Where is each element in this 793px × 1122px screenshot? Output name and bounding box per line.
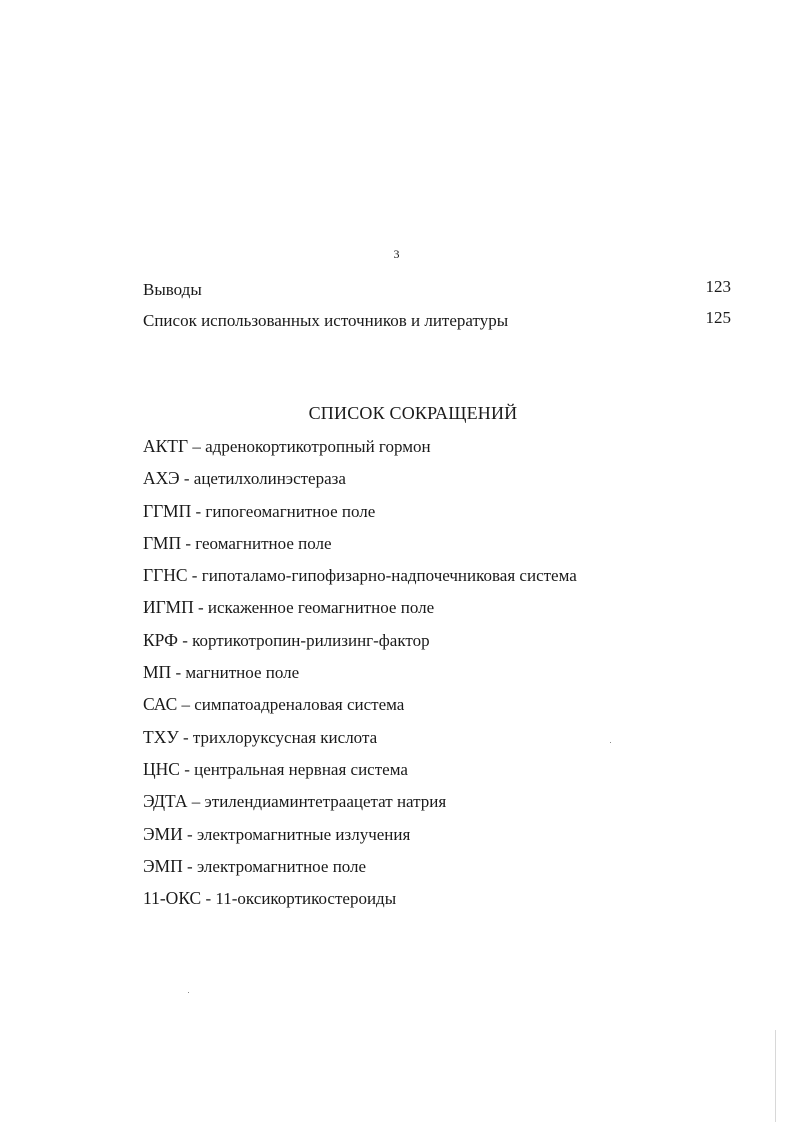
abbreviation-item (143, 888, 577, 920)
abbreviation-separator: - (175, 663, 182, 683)
abbreviations-list (143, 436, 577, 920)
abbreviation-term: АКТГ (143, 436, 189, 456)
abbreviation-item (143, 468, 577, 500)
abbreviation-definition: кортикотропин-рилизинг-фактор (192, 630, 430, 650)
abbreviation-term: ЭМИ (143, 823, 183, 844)
abbreviation-term: ЭДТА (143, 791, 188, 812)
abbreviation-item (143, 501, 577, 533)
abbreviation-item (143, 856, 577, 888)
abbreviation-term: ГГМП (143, 500, 192, 521)
abbreviation-term: ГМП (143, 532, 182, 553)
abbreviation-item (143, 727, 577, 759)
abbreviation-separator: - (187, 856, 193, 876)
abbreviation-definition: геомагнитное поле (195, 533, 332, 553)
abbreviation-term: ТХУ (143, 726, 179, 747)
abbreviation-term: ЦНС (143, 758, 180, 779)
abbreviation-item (143, 436, 577, 468)
abbreviation-item (143, 791, 577, 823)
toc-entry-page: 123 (705, 277, 731, 296)
scan-edge-line (775, 1030, 776, 1122)
abbreviation-separator: – (181, 695, 190, 715)
abbreviation-definition: 11-оксикортикостероиды (215, 889, 397, 909)
abbreviation-item (143, 824, 577, 856)
abbreviation-term: ГГНС (143, 565, 188, 586)
abbreviation-separator: - (197, 598, 204, 618)
abbreviation-definition: магнитное поле (185, 663, 300, 683)
abbreviation-term: КРФ (143, 629, 178, 650)
abbreviation-separator: - (185, 533, 192, 553)
abbreviation-definition: искаженное геомагнитное поле (207, 598, 435, 618)
abbreviation-definition: электромагнитные излучения (196, 824, 411, 844)
abbreviation-term: АХЭ (143, 468, 180, 489)
abbreviation-separator: - (191, 566, 198, 586)
scan-speck (188, 992, 189, 993)
toc-entry-title: Выводы (143, 280, 202, 299)
abbreviation-separator: – (192, 437, 201, 456)
abbreviations-heading: СПИСОК СОКРАЩЕНИЙ (308, 403, 518, 423)
abbreviation-definition: электромагнитное поле (196, 856, 367, 876)
abbreviation-item (143, 597, 577, 629)
abbreviation-term: 11-ОКС (143, 888, 202, 909)
abbreviation-definition: гипогеомагнитное поле (205, 501, 376, 521)
abbreviation-item (143, 694, 577, 726)
abbreviation-term: МП (143, 662, 172, 683)
toc-entry-page: 125 (705, 308, 731, 327)
abbreviation-item (143, 759, 577, 791)
abbreviation-definition: гипоталамо-гипофизарно-надпочечниковая система (201, 566, 577, 586)
abbreviation-definition: центральная нервная система (194, 759, 408, 779)
abbreviation-separator: - (184, 759, 190, 779)
scan-speck (610, 742, 611, 743)
page-number: 3 (393, 247, 400, 261)
abbreviation-separator: - (205, 889, 212, 909)
abbreviation-separator: - (182, 727, 189, 747)
abbreviation-separator: - (183, 469, 190, 489)
abbreviation-definition: адренокортикотропный гормон (205, 437, 431, 456)
abbreviation-separator: - (182, 630, 188, 650)
abbreviation-definition: трихлоруксусная кислота (192, 727, 378, 747)
abbreviation-definition: ацетилхолинэстераза (193, 469, 346, 489)
abbreviation-term: САС (143, 694, 178, 715)
abbreviation-term: ЭМП (143, 855, 183, 876)
abbreviation-definition: симпатоадреналовая система (194, 695, 405, 715)
abbreviation-item (143, 662, 577, 694)
abbreviation-separator: - (195, 501, 202, 521)
abbreviation-definition: этилендиаминтетраацетат натрия (204, 792, 447, 812)
abbreviation-item (143, 533, 577, 565)
abbreviation-item (143, 630, 577, 662)
abbreviation-item (143, 565, 577, 597)
abbreviation-term: ИГМП (143, 597, 194, 618)
abbreviation-separator: - (187, 824, 193, 844)
abbreviation-separator: – (191, 792, 201, 812)
toc-entry-title: Список использованных источников и литературы (143, 311, 509, 330)
